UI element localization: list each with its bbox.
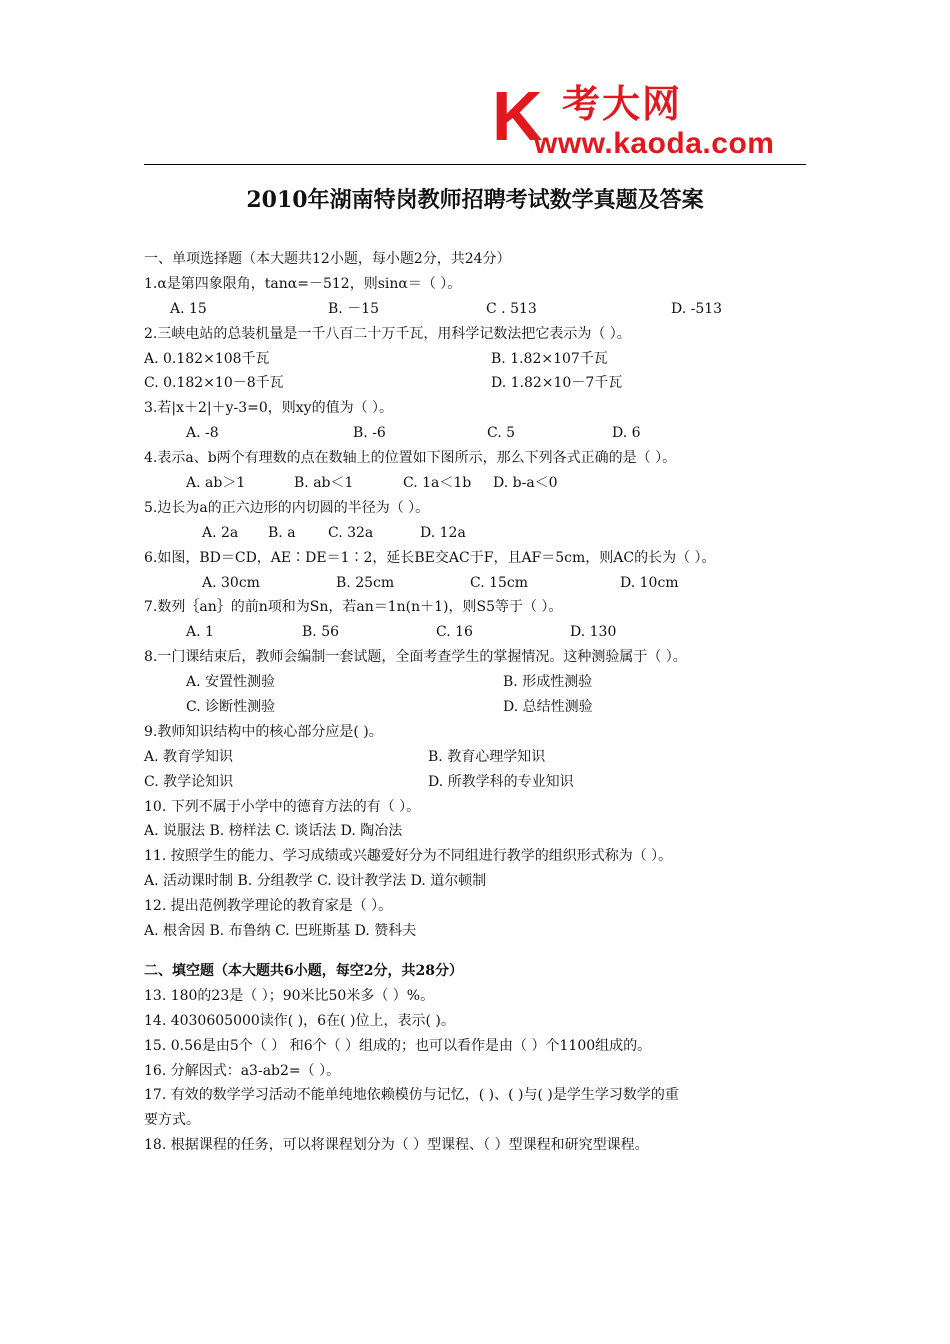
option-line [144,571,806,596]
option-line [144,347,806,372]
question-line [144,1059,806,1084]
option-c: C. 1a＜1b [403,475,472,492]
question-line [144,496,806,521]
section-heading-choice: 一、单项选择题（本大题共12小题，每小题2分，共24分） [144,251,511,267]
question-line [144,894,806,919]
option-b: B. -6 [353,425,386,442]
option-c: C. 16 [436,624,473,641]
logo-chinese-name: 考大网 [562,82,683,126]
header-divider [144,164,806,165]
question-line [144,1034,806,1059]
option-b: B. 25cm [336,574,395,591]
question-line [144,795,806,820]
question-line [144,1009,806,1034]
option-d: D. 总结性测验 [503,699,593,716]
question-line [144,645,806,670]
question-text: 7.数列｛an｝的前n项和为Sn，若an＝1n(n＋1)，则S5等于（ ）。 [144,599,563,616]
option-d: D. 所教学科的专业知识 [428,773,574,790]
option-c: C. 5 [487,425,516,442]
question-text: 2.三峡电站的总装机量是一千八百二十万千瓦，用科学记数法把它表示为（ ）。 [144,325,631,342]
question-line [144,1133,806,1158]
question-text: 17. 有效的数学学习活动不能单纯地依赖模仿与记忆，( )、( )与( )是学生学习数学的重 [144,1087,679,1104]
option-b: B. a [268,524,296,541]
question-text: 6.如图，BD＝CD，AE∶DE＝1∶2，延长BE交AC于F，且AF＝5cm，则AC的长为（ ）。 [144,549,716,566]
question-text: 1.α是第四象限角，tanα=－512，则sinα＝（ ）。 [144,275,462,292]
option-a: A. 15 [170,300,207,317]
logo-url: www.kaoda.com [534,127,775,160]
question-line [144,984,806,1009]
question-text: 4.表示a、b两个有理数的点在数轴上的位置如下图所示，那么下列各式正确的是（ ）。 [144,450,677,467]
option-c: C. 0.182×10－8千瓦 [144,375,284,392]
option-a: A. 30cm [202,574,260,591]
question-text: 5.边长为a的正六边形的内切圆的半径为（ ）。 [144,499,430,516]
question-text: 12. 提出范例教学理论的教育家是（ ）。 [144,898,393,915]
option-line [144,521,806,546]
option-b: B. ab＜1 [294,475,354,492]
question-line [144,272,806,297]
question-text: 11. 按照学生的能力、学习成绩或兴趣爱好分为不同组进行教学的组织形式称为（ ）。 [144,848,673,865]
option-line [144,297,806,322]
option-d: D. 10cm [620,574,679,591]
question-line [144,844,806,869]
question-text: 13. 180的23是（ ）；90米比50米多（ ）%。 [144,987,435,1004]
option-a: A. -8 [186,425,219,442]
question-text: 10. 下列不属于小学中的德育方法的有（ ）。 [144,798,421,815]
option-a: A. ab＞1 [186,475,246,492]
option-c: C. 教学论知识 [144,773,234,790]
kaoda-logo [492,77,812,162]
option-line [144,670,806,695]
question-line [144,595,806,620]
question-line-continued [144,1108,806,1133]
question-text: 15. 0.56是由5个（ ） 和6个（ ）组成的；也可以看作是由（ ）个1100组成的。 [144,1037,652,1054]
option-a: A. 2a [202,524,239,541]
option-c: C. 32a [328,524,374,541]
option-c: C. 15cm [470,574,529,591]
question-text: 3.若|x＋2|＋y-3=0，则xy的值为（ ）。 [144,400,394,417]
question-line [144,720,806,745]
logo-letter: K [492,77,541,155]
option-d: D. 130 [570,624,617,641]
option-line [144,620,806,645]
option-line [144,695,806,720]
question-line [144,396,806,421]
question-text: 要方式。 [144,1112,200,1129]
option-d: D. 1.82×10－7千瓦 [491,375,623,392]
question-line [144,446,806,471]
question-text: 16. 分解因式：a3-ab2=（ ）。 [144,1062,341,1079]
section-spacer [144,944,806,959]
option-line [144,371,806,396]
options-text: A. 根舍因 B. 布鲁纳 C. 巴班斯基 D. 赞科夫 [144,923,417,940]
question-text: 18. 根据课程的任务，可以将课程划分为（ ）型课程、（ ）型课程和研究型课程。 [144,1137,649,1154]
section-heading-fill-in: 二、填空题（本大题共6小题，每空2分，共28分） [144,962,463,979]
option-line [144,770,806,795]
option-b: B. －15 [328,300,380,317]
question-line [144,546,806,571]
option-d: D. 6 [612,425,641,442]
option-b: B. 1.82×107千瓦 [491,350,608,367]
exam-body [144,247,806,1158]
option-line [144,471,806,496]
option-a: A. 教育学知识 [144,748,234,765]
option-c: C . 513 [486,300,537,317]
option-a: A. 0.182×108千瓦 [144,350,270,367]
question-line [144,322,806,347]
option-line [144,869,806,894]
option-line [144,745,806,770]
question-line [144,1083,806,1108]
options-text: A. 活动课时制 B. 分组教学 C. 设计教学法 D. 道尔顿制 [144,873,487,890]
option-b: B. 形成性测验 [503,674,593,691]
options-text: A. 说服法 B. 榜样法 C. 谈话法 D. 陶冶法 [144,823,403,840]
option-line [144,421,806,446]
question-text: 8.一门课结束后，教师会编制一套试题，全面考查学生的掌握情况。这种测验属于（ ）。 [144,649,687,666]
option-d: D. b-a＜0 [493,475,558,492]
document-title: 2010年湖南特岗教师招聘考试数学真题及答案 [246,187,704,213]
option-b: B. 56 [302,624,340,641]
question-text: 14. 4030605000读作( )，6在( )位上，表示( )。 [144,1012,455,1029]
option-c: C. 诊断性测验 [186,699,276,716]
option-a: A. 1 [186,624,214,641]
option-a: A. 安置性测验 [186,674,276,691]
option-b: B. 教育心理学知识 [428,748,546,765]
option-line [144,819,806,844]
option-line [144,919,806,944]
option-d: D. -513 [671,300,723,317]
option-d: D. 12a [420,524,466,541]
question-text: 9.教师知识结构中的核心部分应是( )。 [144,723,383,740]
